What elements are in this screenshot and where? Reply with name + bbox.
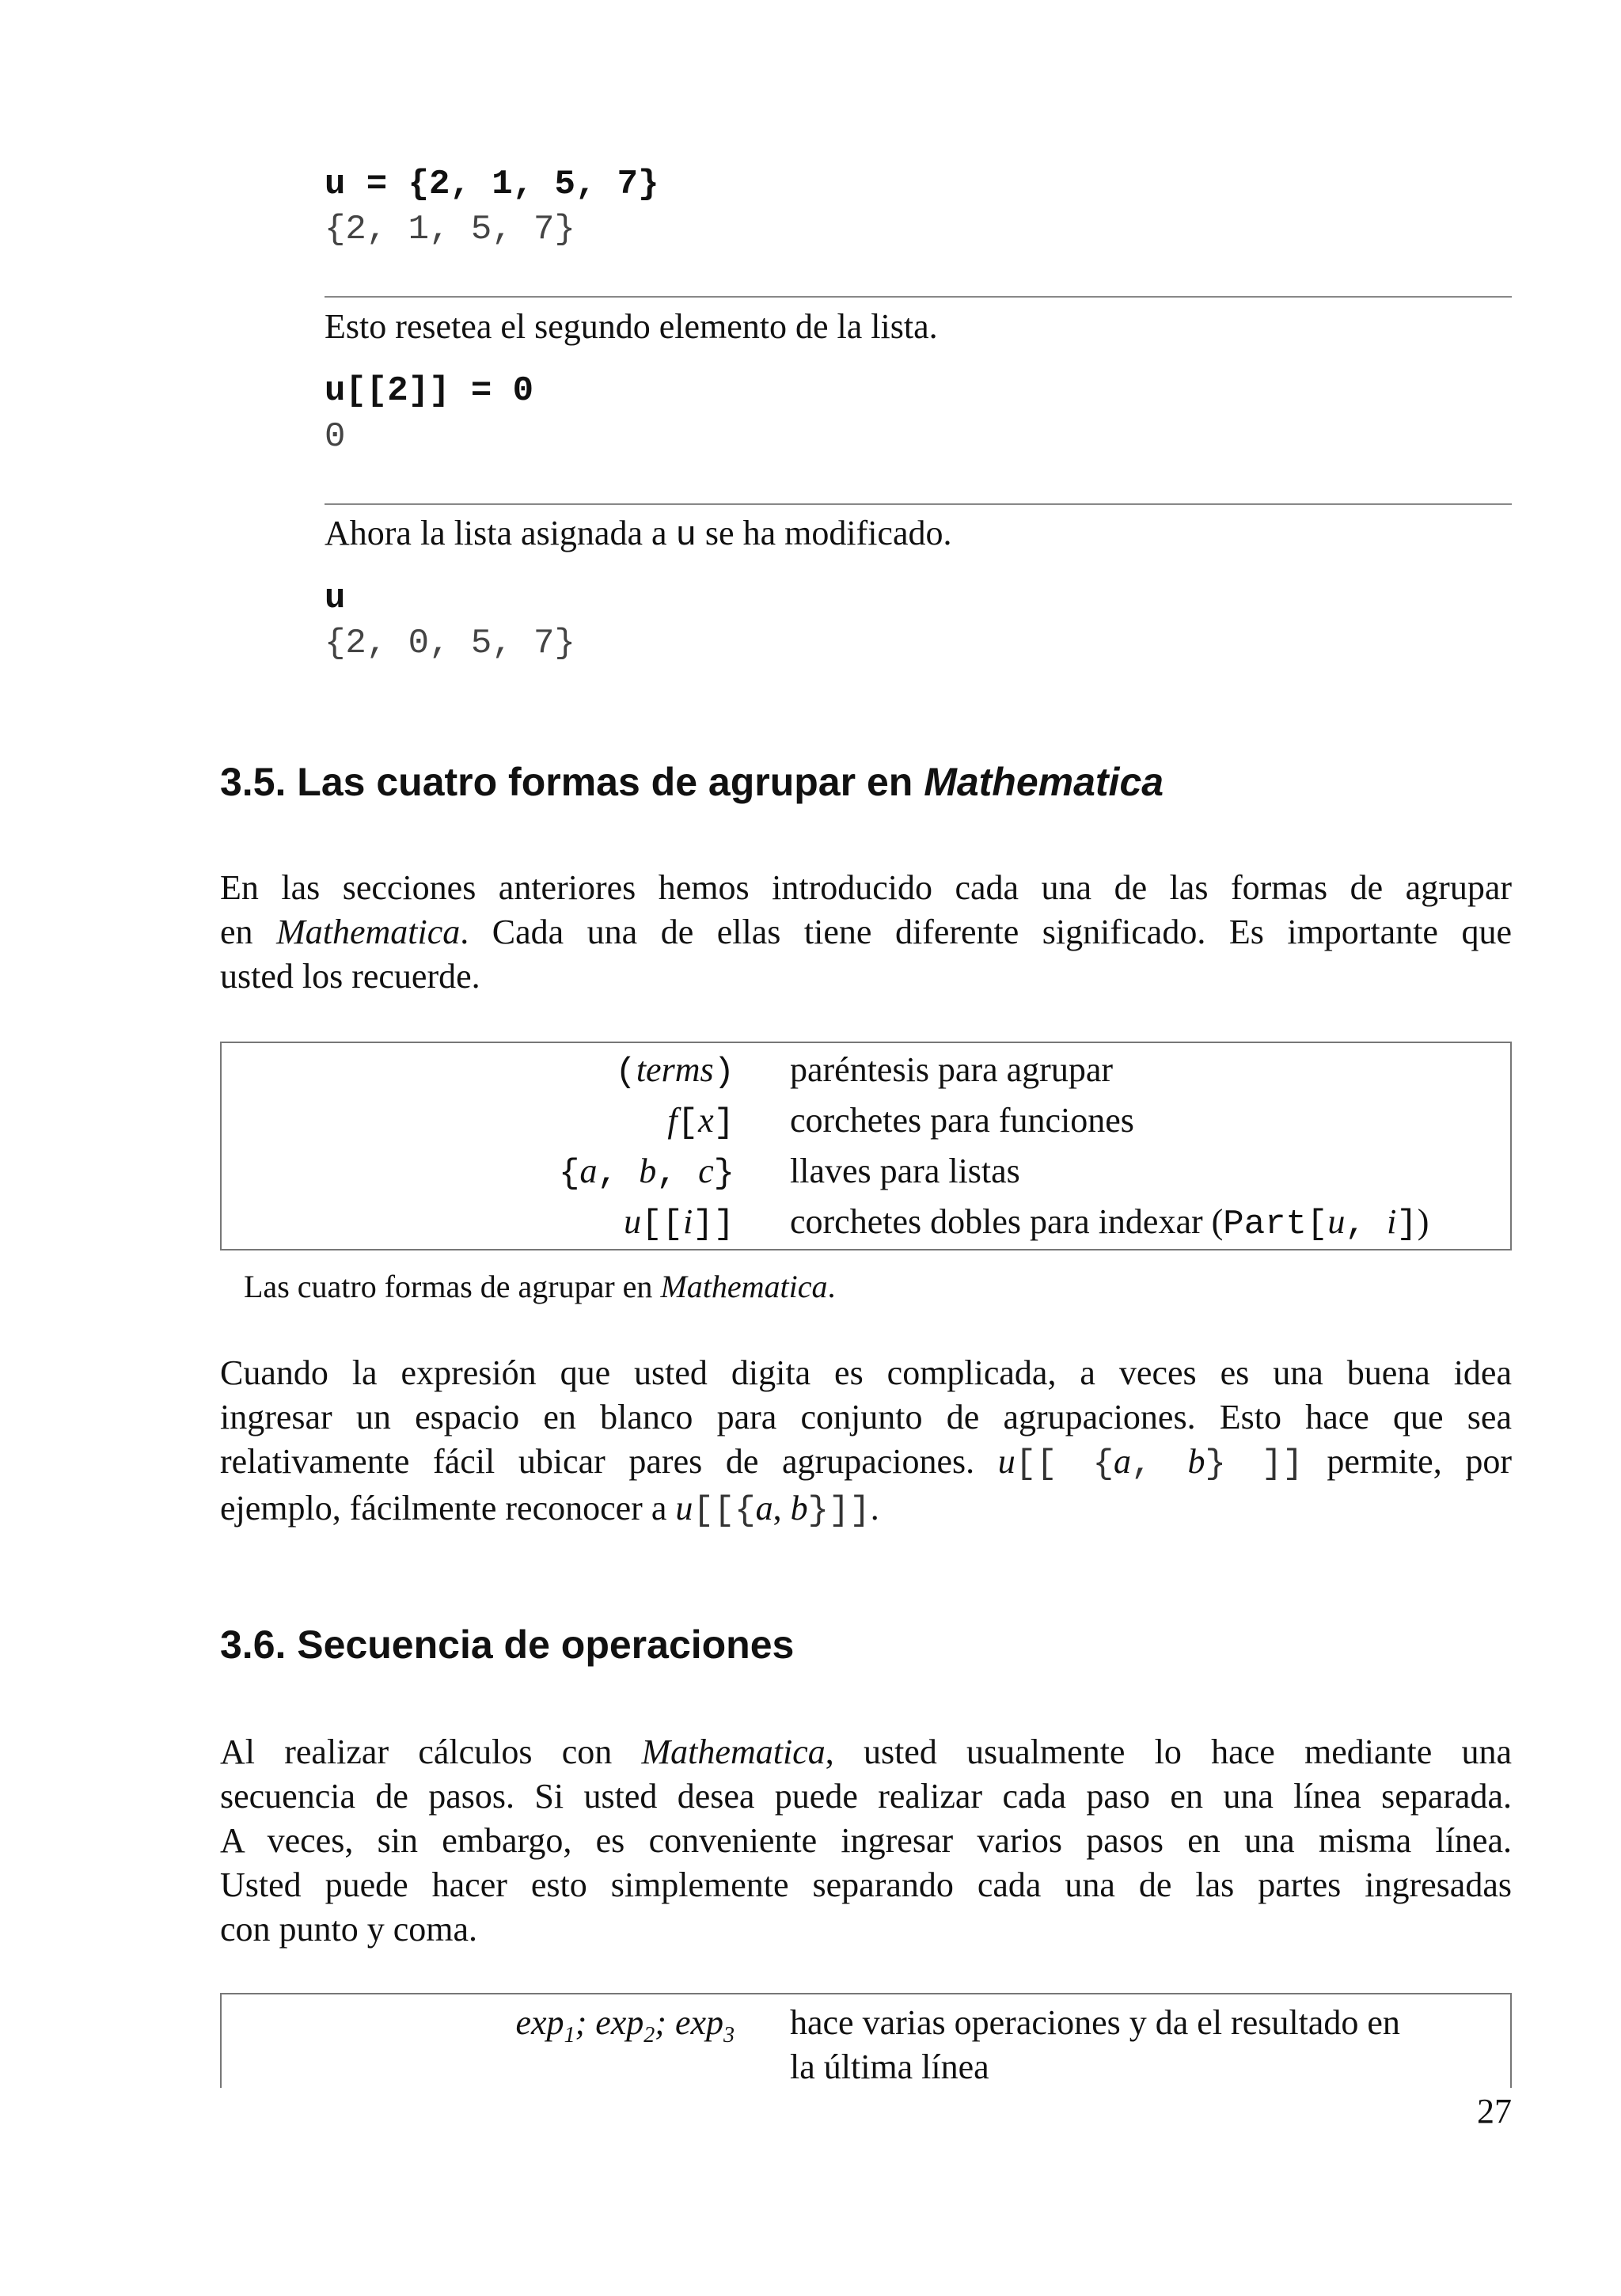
cell-divider — [325, 503, 1512, 505]
table-row: f[x] corchetes para funciones — [667, 1101, 1134, 1143]
code-output-2: 0 — [325, 417, 346, 457]
table-row: $\exp_1$; $\exp_2$; $\exp_3$ hace varias operaciones y da el resultado en — [515, 2003, 1400, 2047]
table-row: (terms) paréntesis para agrupar — [615, 1050, 1114, 1092]
code-input-3: u — [325, 579, 346, 618]
operations-table — [220, 1993, 1512, 2088]
section-heading-3-6: 3.6. Secuencia de operaciones — [220, 1622, 795, 1667]
code-output-3: {2, 0, 5, 7} — [325, 624, 575, 663]
table-row: u[[i]] corchetes dobles para indexar (Part[u, i]) — [624, 1202, 1429, 1244]
paragraph-3-6-intro: Al realizar cálculos con Mathematica, usted usualmente lo hace mediante una secuencia de pasos. Si usted desea puede realizar cada paso en una línea separada. A veces, sin embargo, es conveniente ingresar varios pasos en una misma línea. Usted puede hacer esto simplemente separando cada una de las partes ingresadas con punto y coma. — [220, 1732, 1513, 1949]
table-row: la última línea — [790, 2047, 989, 2086]
paragraph-3-5-intro: En las secciones anteriores hemos introducido cada una de las formas de agrupar en Mathematica. Cada una de ellas tiene diferente significado. Es importante que usted los recuerde. — [220, 868, 1513, 996]
grouping-table — [220, 1042, 1512, 1250]
table-row: {a, b, c} llaves para listas — [559, 1152, 1020, 1194]
page-number: 27 — [1477, 2092, 1512, 2131]
code-output-1: {2, 1, 5, 7} — [325, 210, 575, 249]
code-note-1: Esto resetea el segundo elemento de la lista. — [325, 307, 938, 346]
table-caption: Las cuatro formas de agrupar en Mathematica. — [244, 1269, 836, 1304]
code-note-2: Ahora la lista asignada a u se ha modificado. — [325, 514, 952, 556]
paragraph-3-5-spacing: Cuando la expresión que usted digita es complicada, a veces es una buena idea ingresar un espacio en blanco para conjunto de agrupaciones. Esto hace que sea relativamente fácil ubicar pares de agrupaciones. u[[ {a, b} ]] permite, por ejemplo, fácilmente reconocer a u[[{a, b}]]. — [220, 1353, 1512, 1531]
code-input-2: u[[2]] = 0 — [325, 371, 534, 411]
code-input-1: u = {2, 1, 5, 7} — [325, 165, 659, 204]
section-heading-3-5: 3.5. Las cuatro formas de agrupar en Mathematica — [220, 760, 1164, 804]
cell-divider — [325, 296, 1512, 298]
